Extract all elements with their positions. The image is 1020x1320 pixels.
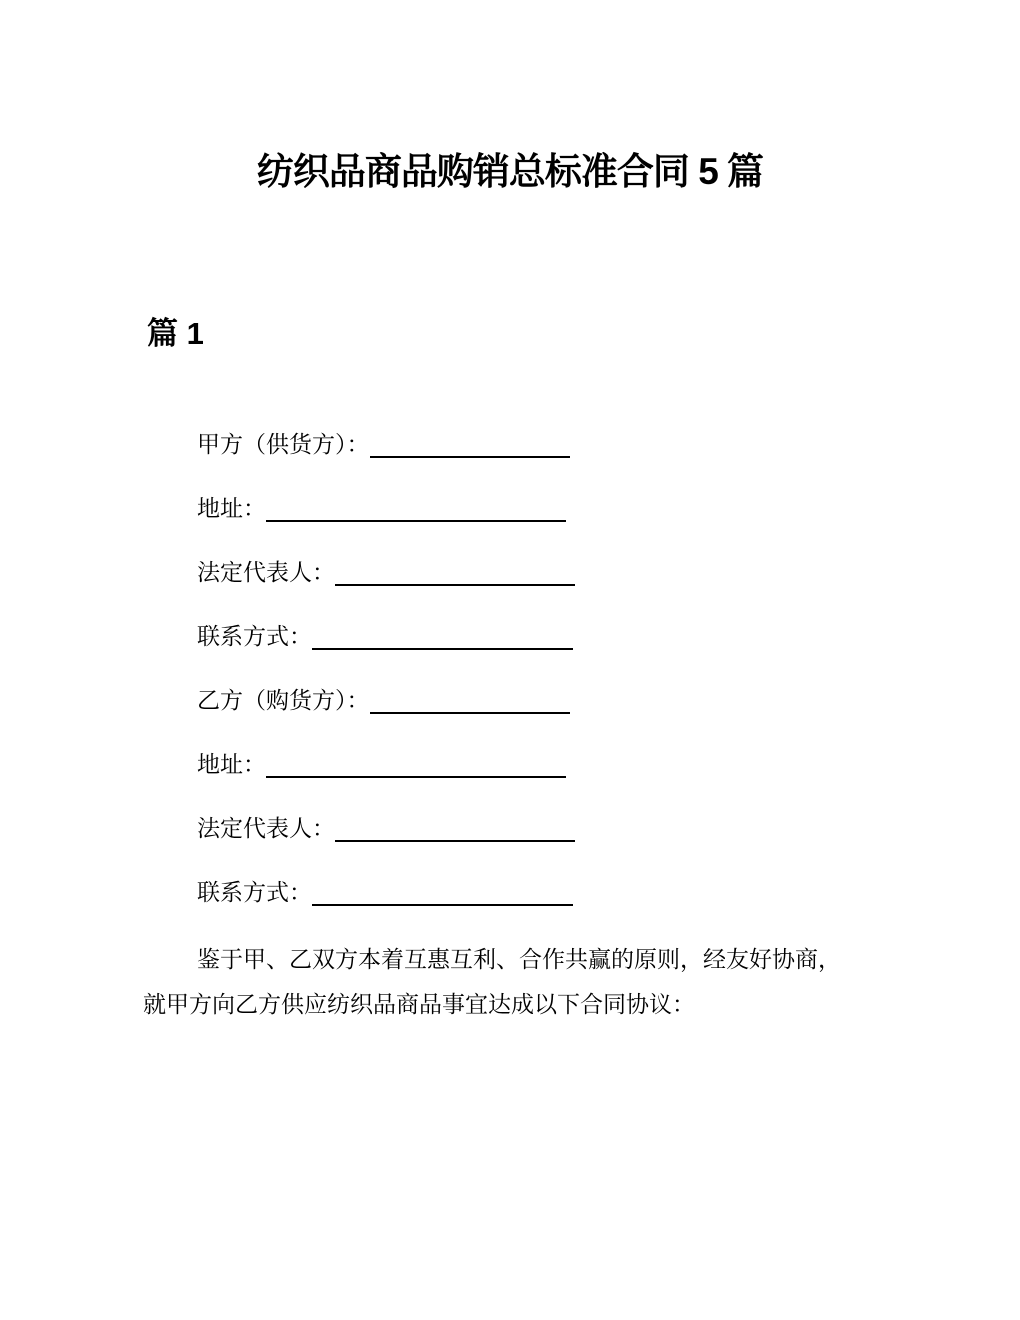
field-label-party-b: 乙方（购货方）： (197, 687, 370, 713)
section-heading: 篇 1 (147, 316, 204, 351)
field-row-party-b (197, 687, 1020, 714)
intro-paragraph: 鉴于甲、乙双方本着互惠互利、合作共赢的原则，经友好协商，就甲方向乙方供应纺织品商品事宜达成以下合同协议： (143, 946, 841, 1017)
field-label-legal-rep-b: 法定代表人： (197, 815, 335, 841)
field-label-legal-rep-a: 法定代表人： (197, 559, 335, 585)
field-row-contact-a (197, 623, 1020, 650)
field-label-contact-b: 联系方式： (197, 879, 312, 905)
fill-in-blank-party-b[interactable] (370, 688, 570, 714)
fill-in-blank-contact-a[interactable] (312, 624, 573, 650)
field-row-address-a (197, 495, 1020, 522)
field-row-party-a (197, 431, 1020, 458)
document-title: 纺织品商品购销总标准合同 5 篇 (256, 151, 764, 192)
fill-in-blank-contact-b[interactable] (312, 880, 573, 906)
contract-parties-fields (197, 431, 1020, 906)
field-label-party-a: 甲方（供货方）： (197, 431, 370, 457)
field-row-legal-rep-a (197, 559, 1020, 586)
field-row-contact-b (197, 879, 1020, 906)
field-label-contact-a: 联系方式： (197, 623, 312, 649)
field-row-address-b (197, 751, 1020, 778)
field-label-address-b: 地址： (197, 751, 266, 777)
field-label-address-a: 地址： (197, 495, 266, 521)
fill-in-blank-address-a[interactable] (266, 496, 566, 522)
field-row-legal-rep-b (197, 815, 1020, 842)
fill-in-blank-party-a[interactable] (370, 432, 570, 458)
fill-in-blank-address-b[interactable] (266, 752, 566, 778)
fill-in-blank-legal-rep-b[interactable] (335, 816, 575, 842)
fill-in-blank-legal-rep-a[interactable] (335, 560, 575, 586)
